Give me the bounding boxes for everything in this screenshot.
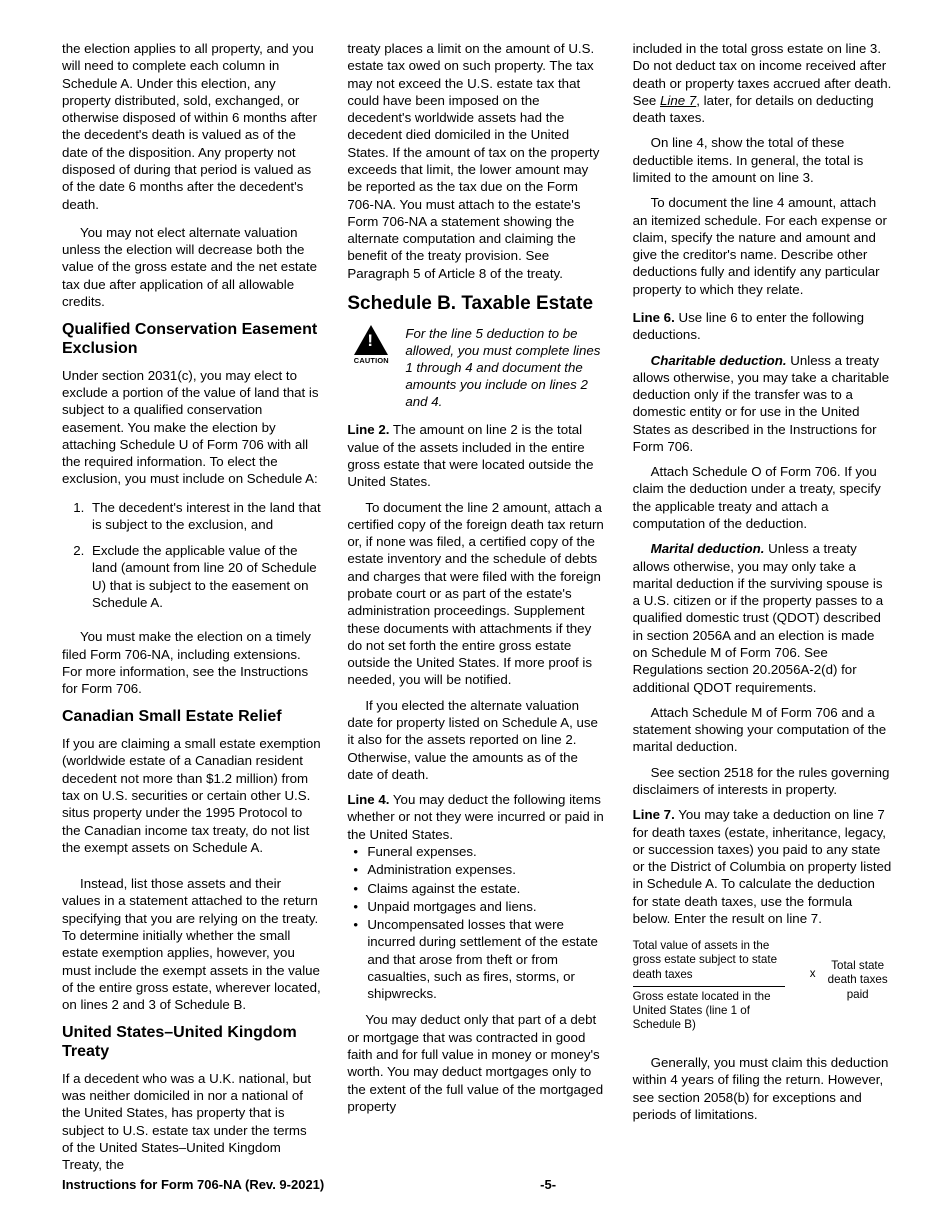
list-item: 2. Exclude the applicable value of the land (amount from line 20 of Schedule U) that is subject to the easement on Schedule A. xyxy=(88,542,321,611)
paragraph: If you elected the alternate valuation date for property listed on Schedule A, use it also for the assets reported on line 2. Otherwise, value the amounts as of the date of death. xyxy=(347,697,598,782)
list-item: • Uncompensated losses that were incurred during settlement of the estate and that arose from theft or from casualties, such as fires, storms, or shipwrecks. xyxy=(367,916,606,1002)
formula-divider xyxy=(633,986,785,987)
page-footer xyxy=(62,1177,892,1192)
line-4-label: Line 4. xyxy=(347,792,390,808)
line-7-text: You may take a deduction on line 7 for death taxes (estate, inheritance, legacy, or succession taxes) you paid to any state or the District of Columbia on property listed in Schedule A. To calculate the deduction for state death taxes, use the formula below. Enter the result on line 7. xyxy=(632,807,892,926)
line-4-text: You may deduct the following items whether or not they were incurred or paid in the United States. xyxy=(347,792,604,842)
heading-qualified-conservation-easement: Qualified Conservation Easement Exclusion xyxy=(62,321,318,357)
line-6-text: Use line 6 to enter the following deductions. xyxy=(632,309,865,343)
footer-page-number: -5- xyxy=(540,1177,557,1192)
formula-denominator: Gross estate located in the United States (line 1 of Schedule B) xyxy=(632,989,771,1031)
paragraph-line-6 xyxy=(633,309,892,344)
paragraph: the election applies to all property, and you will need to complete each column in Schedule A. Under this election, any property distributed, sold, exchanged, or otherwise disposed of within 6 months after the decedent's death is valued as of the date of the disposition. Any property not disposed of during that period is valued as of the date 6 months after the decedent's death. xyxy=(62,41,317,212)
paragraph-charitable-deduction xyxy=(633,352,892,456)
paragraph-line-7 xyxy=(633,806,892,927)
list-item: • Administration expenses. xyxy=(367,861,606,878)
paragraph: Attach Schedule O of Form 706. If you claim the deduction under a treaty, specify the applicable treaty and attach a computation of the deduction. xyxy=(632,464,881,532)
paragraph: On line 4, show the total of these deductible items. In general, the total is limited to the amount on line 3. xyxy=(632,135,864,185)
paragraph: You may deduct only that part of a debt or mortgage that was contracted in good faith and for full value in money or money's worth. You may deduct mortgages only to the extent of the full value of the mortgaged property xyxy=(347,1012,604,1114)
state-death-tax-formula xyxy=(633,939,892,1032)
formula-operator: x xyxy=(809,967,816,981)
paragraph: Instead, list those assets and their values in a statement attached to the return specifying that you are relying on the treaty. To determine initially whether the small estate exemption applies, however, you must include the exempt assets in the value of the entire gross estate, wherever located, on lines 2 and 3 of Schedule B. xyxy=(62,876,321,1013)
list-item: 1. The decedent's interest in the land that is subject to the exclusion, and xyxy=(88,499,321,534)
paragraph: See section 2518 for the rules governing disclaimers of interests in property. xyxy=(632,764,890,797)
line-6-label: Line 6. xyxy=(632,309,675,325)
paragraph-line-2 xyxy=(347,421,606,490)
paragraph: If you are claiming a small estate exemption (worldwide estate of a Canadian resident decedent not more than $1.2 million) from tax on U.S. securities or certain other U.S. situs property under the 1995 Protocol to the Canadian income tax treaty, do not list the exempt assets on Schedule A. xyxy=(62,736,321,855)
footer-title: Instructions for Form 706-NA (Rev. 9-2021) xyxy=(62,1177,325,1192)
numbered-list xyxy=(62,499,321,612)
column-1 xyxy=(62,40,321,1173)
heading-canadian-small-estate-relief: Canadian Small Estate Relief xyxy=(62,708,282,726)
formula-numerator: Total value of assets in the gross estate subject to state death taxes xyxy=(632,939,778,981)
paragraph: You may not elect alternate valuation unless the election will decrease both the value of the gross estate and the net estate tax due after application of all allowable credits. xyxy=(62,224,318,309)
column-3 xyxy=(633,40,892,1150)
list-item: • Claims against the estate. xyxy=(367,880,606,897)
cross-reference-link-line-7[interactable]: Line 7 xyxy=(660,92,697,108)
paragraph: treaty places a limit on the amount of U.S. estate tax owed on such property. The tax may not exceed the U.S. estate tax that could have been imposed on the decedent's worldwide assets had the decedent died domiciled in the United States. If the amount of tax on the property exceeds that limit, the lower amount may be reported as the tax due on the Form 706-NA. You must attach to the estate's Form 706-NA a statement showing the alternate computation and claiming the benefit of the treaty provision. See Paragraph 5 of Article 8 of the treaty. xyxy=(347,41,600,281)
column-2 xyxy=(347,40,606,1150)
charitable-deduction-text: Unless a treaty allows otherwise, you may take a charitable deduction only if the transfer was to a domestic entity or for use in the United States as described in the Instructions for Form 706. xyxy=(632,352,890,454)
paragraph: To document the line 4 amount, attach an itemized schedule. For each expense or claim, specify the nature and amount and give the creditor's name. Describe other deductions fully and identify any particular property to which they relate. xyxy=(632,195,887,297)
caution-text: For the line 5 deduction to be allowed, you must complete lines 1 through 4 and document the amounts you include on lines 2 and 4. xyxy=(405,326,601,410)
formula-multiplier: Total state death taxes paid xyxy=(827,959,888,1001)
paragraph-part-b: , later, for details on deducting death taxes. xyxy=(632,92,874,126)
paragraph-part-a: included in the total gross estate on line 3. Do not deduct tax on income received after death or property taxes accrued after death. See xyxy=(632,41,892,108)
paragraph: Under section 2031(c), you may elect to exclude a portion of the value of land that is subject to a qualified conservation easement. You make the election by attaching Schedule U of Form 706 with all the required information. To elect the exclusion, you must include on Schedule A: xyxy=(62,367,319,487)
heading-us-uk-treaty: United States–United Kingdom Treaty xyxy=(62,1024,297,1061)
three-column-layout xyxy=(62,40,892,1173)
paragraph xyxy=(633,40,892,126)
line-2-text: The amount on line 2 is the total value of the assets included in the entire gross estate that were located outside the United States. xyxy=(347,422,594,490)
paragraph: You must make the election on a timely filed Form 706-NA, including extensions. For more information, see the Instructions for Form 706. xyxy=(62,629,311,697)
caution-callout xyxy=(347,325,606,410)
paragraph-line-4 xyxy=(347,791,606,843)
paragraph: Generally, you must claim this deduction within 4 years of filing the return. However, see section 2058(b) for exceptions and periods of limitations. xyxy=(632,1055,889,1122)
paragraph: To document the line 2 amount, attach a certified copy of the foreign death tax return or, if none was filed, a certified copy of the estate inventory and the schedule of debts and charges that were filed with the foreign probate court or as part of the estate's administration proceedings. Supplement these documents with attachments if they do not set forth the entire gross estate outside the United States. If more proof is needed, you will be notified. xyxy=(347,499,604,688)
paragraph-marital-deduction xyxy=(633,540,892,696)
caution-icon xyxy=(347,325,395,366)
marital-deduction-label: Marital deduction. xyxy=(650,541,765,557)
list-item: • Funeral expenses. xyxy=(367,843,606,860)
list-item: • Unpaid mortgages and liens. xyxy=(367,898,606,915)
formula-fraction xyxy=(633,939,801,1032)
line-7-label: Line 7. xyxy=(632,807,675,823)
marital-deduction-text: Unless a treaty allows otherwise, you may only take a marital deduction if the surviving spouse is a U.S. citizen or if the property passes to a qualified domestic trust (QDOT) described in section 2056A and an election is made on Schedule M of Form 706. See Regulations section 20.2056A-2(d) for additional QDOT requirements. xyxy=(632,541,884,695)
paragraph: If a decedent who was a U.K. national, but was neither domiciled in nor a national of the United States, has property that is subject to U.S. estate tax under the terms of the United States–United Kingdom Treaty, the xyxy=(62,1070,312,1173)
paragraph: Attach Schedule M of Form 706 and a statement showing your computation of the marital deduction. xyxy=(632,704,887,755)
line-2-label: Line 2. xyxy=(347,422,390,438)
caution-label: CAUTION xyxy=(353,356,389,366)
heading-schedule-b-taxable-estate: Schedule B. Taxable Estate xyxy=(347,292,594,314)
bullet-list xyxy=(347,843,606,1003)
charitable-deduction-label: Charitable deduction. xyxy=(650,352,787,368)
